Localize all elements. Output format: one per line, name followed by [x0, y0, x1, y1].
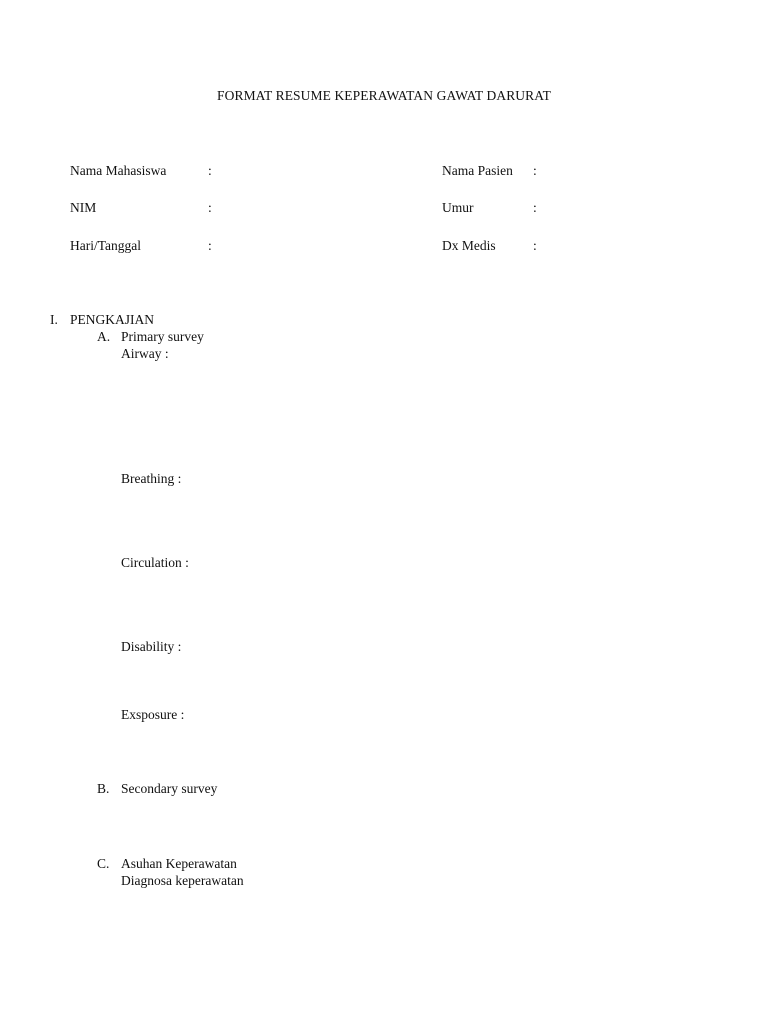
subsection-marker-a: A.: [97, 329, 111, 344]
survey-item-breathing: Breathing :: [121, 471, 182, 486]
subsection-label-asuhan-keperawatan: Asuhan Keperawatan: [121, 856, 237, 871]
survey-item-airway: Airway :: [121, 346, 169, 361]
field-colon-nama-pasien: :: [533, 163, 537, 178]
field-label-dx-medis: Dx Medis: [442, 238, 496, 253]
field-colon-umur: :: [533, 200, 537, 215]
field-colon-nama-mahasiswa: :: [208, 163, 212, 178]
field-colon-hari-tanggal: :: [208, 238, 212, 253]
field-label-nama-pasien: Nama Pasien: [442, 163, 513, 178]
survey-item-disability: Disability :: [121, 639, 182, 654]
field-colon-dx-medis: :: [533, 238, 537, 253]
subsection-item-diagnosa: Diagnosa keperawatan: [121, 873, 244, 888]
document-title: FORMAT RESUME KEPERAWATAN GAWAT DARURAT: [217, 88, 551, 103]
field-label-nim: NIM: [70, 200, 97, 215]
section-heading: PENGKAJIAN: [70, 312, 154, 327]
subsection-label-primary-survey: Primary survey: [121, 329, 204, 344]
survey-item-exposure: Exsposure :: [121, 707, 185, 722]
field-label-hari-tanggal: Hari/Tanggal: [70, 238, 142, 253]
field-colon-nim: :: [208, 200, 212, 215]
field-label-nama-mahasiswa: Nama Mahasiswa: [70, 163, 167, 178]
field-label-umur: Umur: [442, 200, 474, 215]
survey-item-circulation: Circulation :: [121, 555, 189, 570]
section-number: I.: [50, 312, 58, 327]
subsection-marker-c: C.: [97, 856, 110, 871]
subsection-marker-b: B.: [97, 781, 110, 796]
subsection-label-secondary-survey: Secondary survey: [121, 781, 218, 796]
